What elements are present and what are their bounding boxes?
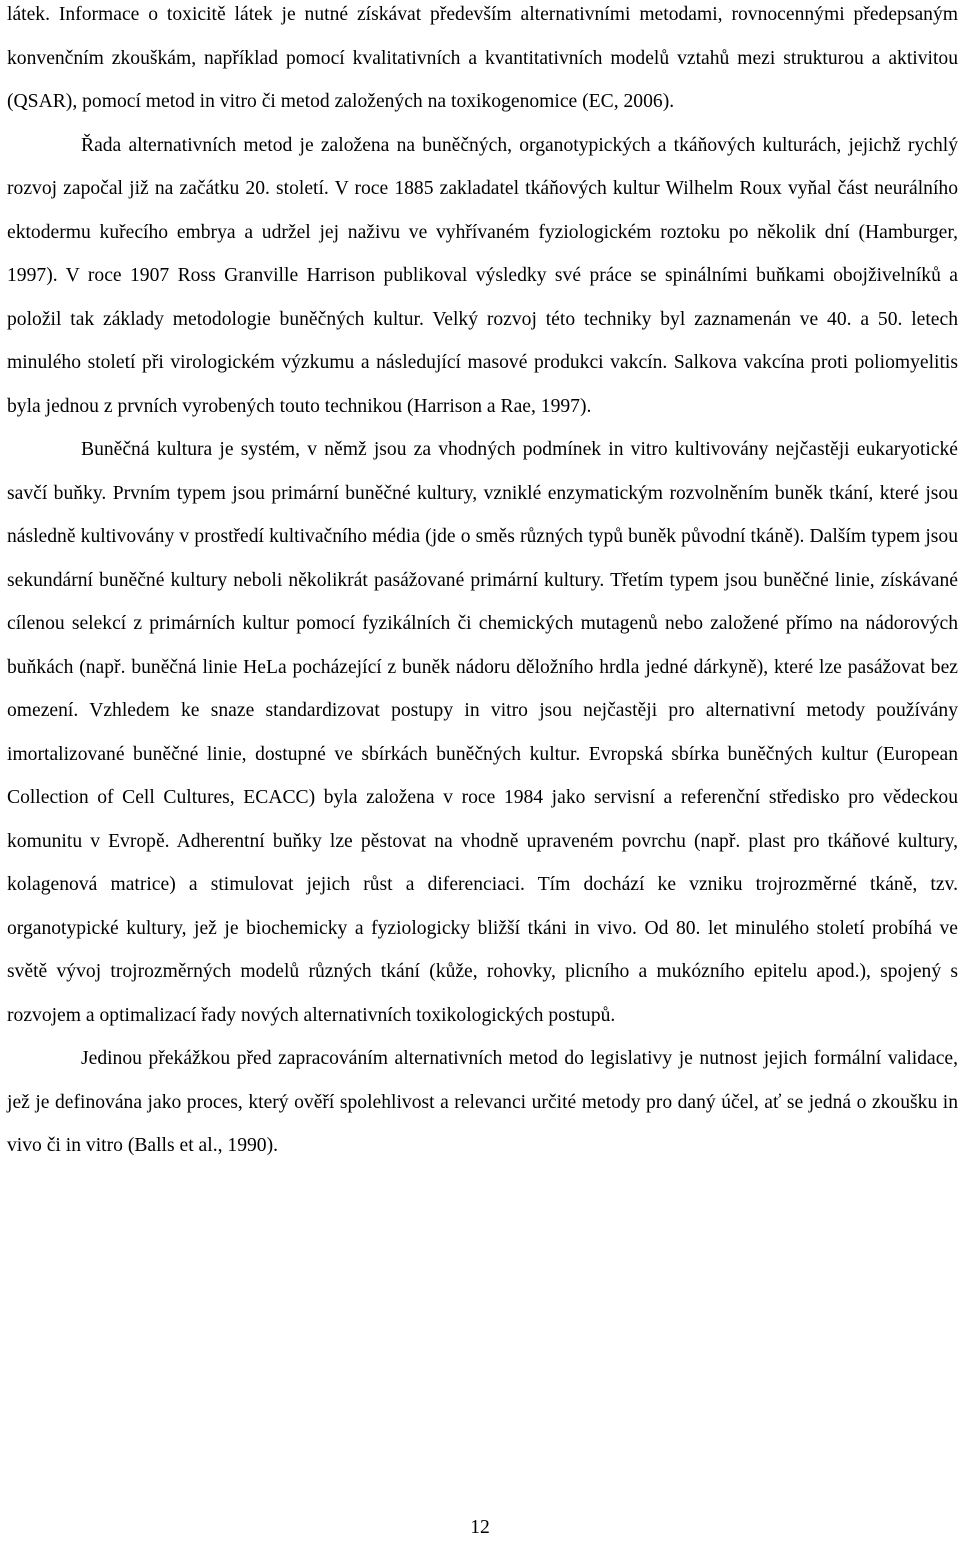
paragraph-history-cell-cultures: Řada alternativních metod je založena na buněčných, organotypických a tkáňových kulturách, jejichž rychlý rozvoj započal již na začátku 20. století. V roce 1885 zakladatel tkáňových kultur Wilhelm Roux vyňal část neurálního ektodermu kuřecího embrya a udržel jej naživu ve vyhřívaném fyziologickém roztoku po několik dní (Hamburger, 1997). V roce 1907 Ross Granville Harrison publikoval výsledky své práce se spinálními buňkami obojživelníků a položil tak základy metodologie buněčných kultur. Velký rozvoj této techniky byl zaznamenán ve 40. a 50. letech minulého století při virologickém výzkumu a následující masové produkci vakcín. Salkova vakcína proti poliomyelitis byla jednou z prvních vyrobených touto technikou (Harrison a Rae, 1997).	[7, 134, 958, 417]
paragraph-validation: Jedinou překážkou před zapracováním alternativních metod do legislativy je nutnost jejich formální validace, jež je definována jako proces, který ověří spolehlivost a relevanci určité metody pro daný účel, ať se jedná o zkoušku in vivo či in vitro (Balls et al., 1990).	[7, 1048, 958, 1156]
page-number: 12	[470, 1517, 490, 1538]
paragraph-continuation: látek. Informace o toxicitě látek je nutné získávat především alternativními metodami, rovnocennými předepsaným konvenčním zkouškám, například pomocí kvalitativních a kvantitativních modelů vztahů mezi strukturou a aktivitou (QSAR), pomocí metod in vitro či metod založených na toxikogenomice (EC, 2006).	[7, 4, 958, 112]
document-page	[7, 0, 958, 1168]
paragraph-cell-culture-types: Buněčná kultura je systém, v němž jsou za vhodných podmínek in vitro kultivovány nejčastěji eukaryotické savčí buňky. Prvním typem jsou primární buněčné kultury, vzniklé enzymatickým rozvolněním buněk tkání, které jsou následně kultivovány v prostředí kultivačního média (jde o směs různých typů buněk původní tkáně). Dalším typem jsou sekundární buněčné kultury neboli několikrát pasážované primární kultury. Třetím typem jsou buněčné linie, získávané cílenou selekcí z primárních kultur pomocí fyzikálních či chemických mutagenů nebo založené přímo na nádorových buňkách (např. buněčná linie HeLa pocházející z buněk nádoru děložního hrdla jedné dárkyně), které lze pasážovat bez omezení. Vzhledem ke snaze standardizovat postupy in vitro jsou nejčastěji pro alternativní metody používány imortalizované buněčné linie, dostupné ve sbírkách buněčných kultur. Evropská sbírka buněčných kultur (European Collection of Cell Cultures, ECACC) byla založena v roce 1984 jako servisní a referenční středisko pro vědeckou komunitu v Evropě. Adherentní buňky lze pěstovat na vhodně upraveném povrchu (např. plast pro tkáňové kultury, kolagenová matrice) a stimulovat jejich růst a diferenciaci. Tím dochází ke vzniku trojrozměrné tkáně, tzv. organotypické kultury, jež je biochemicky a fyziologicky bližší tkáni in vivo. Od 80. let minulého století probíhá ve světě vývoj trojrozměrných modelů různých tkání (kůže, rohovky, plicního a mukózního epitelu apod.), spojený s rozvojem a optimalizací řady nových alternativních toxikologických postupů.	[7, 439, 958, 1026]
